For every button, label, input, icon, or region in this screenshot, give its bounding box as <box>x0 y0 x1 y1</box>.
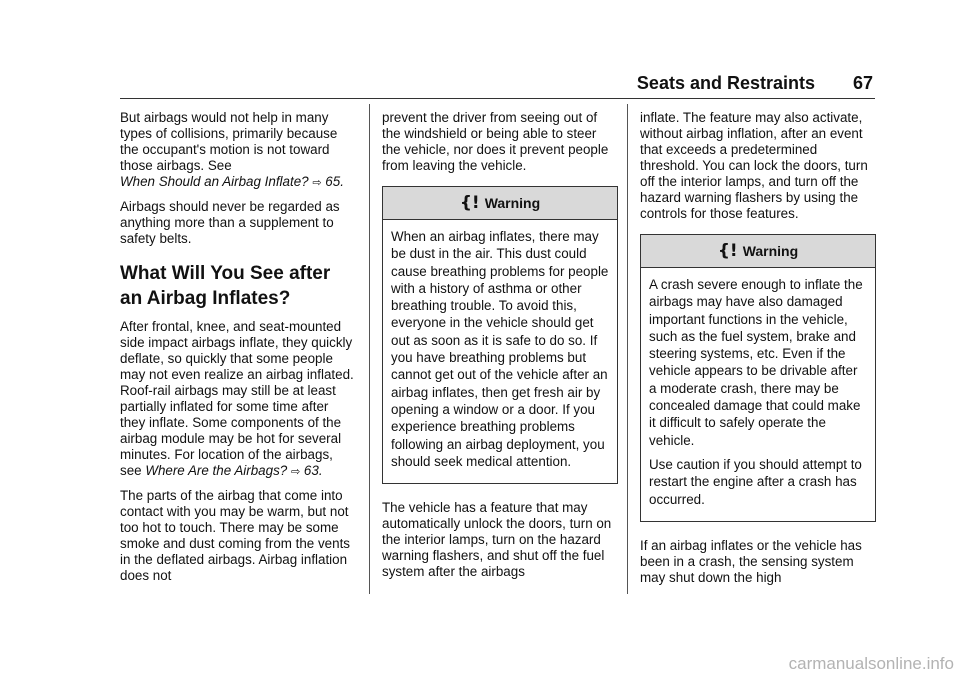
paragraph <box>120 319 356 480</box>
warning-body <box>383 220 617 483</box>
warning-box <box>382 186 618 484</box>
warning-box <box>640 234 876 522</box>
cross-reference[interactable]: When Should an Airbag Inflate? ⇨ 65. <box>120 174 344 189</box>
paragraph: The vehicle has a feature that may automatically unlock the doors, turn on the interior lamps, turn on the hazard warning flashers, and shut off the fuel system after the airbags <box>382 500 612 580</box>
paragraph: prevent the driver from seeing out of the windshield or being able to steer the vehicle, nor does it prevent people from leaving the vehicle. <box>382 110 609 173</box>
paragraph: If an airbag inflates or the vehicle has been in a crash, the sensing system may shut down the high <box>640 537 862 585</box>
warning-text: When an airbag inflates, there may be dust in the air. This dust could cause breathing problems for people with a history of asthma or other breathing trouble. To avoid this, everyone in the vehicle should get out as soon as it is safe to do so. If you have breathing problems but cannot get out of the vehicle after an airbag inflates, then get fresh air by opening a window or a door. If you experience breathing problems following an airbag deployment, you should seek medical attention. <box>391 229 609 469</box>
cross-reference[interactable]: Where Are the Airbags? ⇨ 63. <box>145 463 323 478</box>
section-title: Seats and Restraints <box>636 73 815 93</box>
warning-header <box>641 235 875 268</box>
reference-title: When Should an Airbag Inflate? <box>120 174 309 189</box>
warning-text: Use caution if you should attempt to restart the engine after a crash has occurred. <box>649 456 862 507</box>
paragraph-text: But airbags would not help in many types of collisions, primarily because the occupant's motion is not toward those airbags. See <box>120 110 338 173</box>
paragraph: Airbags should never be regarded as anything more than a supplement to safety belts. <box>120 199 340 246</box>
reference-title: Where Are the Airbags? <box>145 463 288 478</box>
warning-header <box>383 187 617 220</box>
column-1 <box>120 110 356 592</box>
paragraph: inflate. The feature may also activate, without airbag inflation, after an event that exceeds a predetermined threshold. You can lock the doors, turn off the interior lamps, and turn off the hazard warning flashers by using the controls for those features. <box>640 110 868 221</box>
column-divider <box>627 104 628 594</box>
reference-page: 65 <box>325 174 341 189</box>
reference-arrow-icon: ⇨ <box>312 177 322 189</box>
paragraph-text: After frontal, knee, and seat-mounted side impact airbags inflate, they quickly deflate, so quickly that some people may not even realize an airbag inflated. Roof-rail airbags may still be at least partially inflated for some time after they inflate. Some components of the airbag module may be hot for several minutes. For location of the airbags, see <box>120 319 354 478</box>
column-3 <box>640 110 876 594</box>
section-heading: What Will You See after an Airbag Inflates? <box>120 263 331 309</box>
page-header <box>120 72 875 94</box>
warning-body <box>641 268 875 521</box>
warning-title: Warning <box>742 243 799 259</box>
warning-icon: {! <box>459 192 480 213</box>
column-divider <box>369 104 370 594</box>
warning-icon: {! <box>717 240 738 261</box>
reference-page: 63 <box>303 463 319 478</box>
reference-arrow-icon: ⇨ <box>290 466 301 478</box>
column-2 <box>382 110 618 588</box>
warning-title: Warning <box>484 195 541 211</box>
warning-text: A crash severe enough to inflate the airbags may have also damaged important functions in the vehicle, such as the fuel system, brake and steering systems, etc. Even if the vehicle appears to be drivable after a moderate crash, there may be concealed damage that could make it difficult to safely operate the vehicle. <box>649 277 863 448</box>
header-rule <box>120 98 875 99</box>
page-number: 67 <box>852 73 873 93</box>
paragraph <box>120 110 356 191</box>
watermark: carmanualsonline.info <box>788 654 954 673</box>
paragraph: The parts of the airbag that come into contact with you may be warm, but not too hot to touch. There may be some smoke and dust coming from the vents in the deflated airbags. Airbag inflation does not <box>120 488 350 583</box>
